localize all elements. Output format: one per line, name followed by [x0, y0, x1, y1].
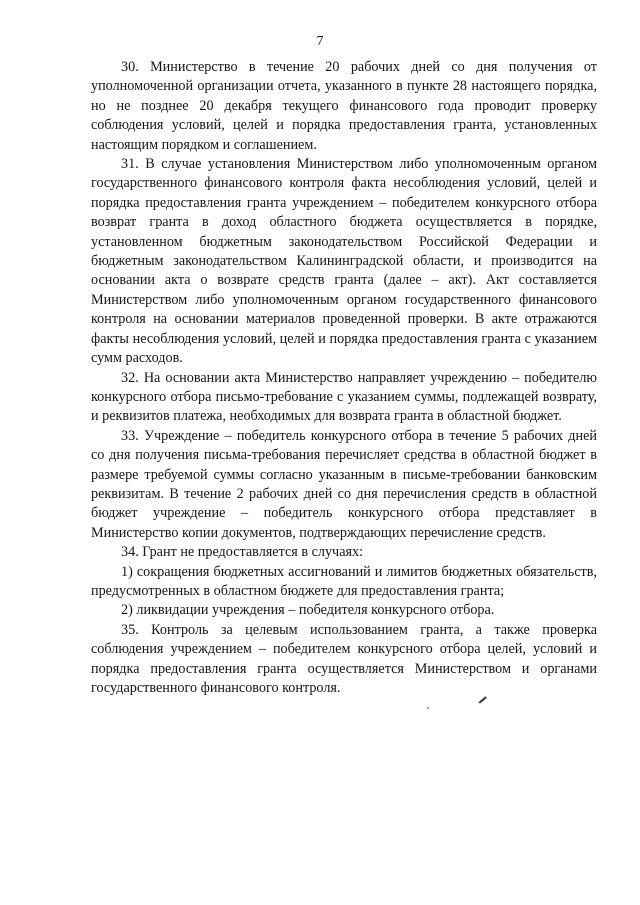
paragraph-34-item-1: 1) сокращения бюджетных ассигнований и лимитов бюджетных обязательств, предусмотренных в областном бюджете для предоставления гранта; [91, 563, 597, 599]
paragraph-31: 31. В случае установления Министерством либо уполномоченным органом государственного финансового контроля факта несоблюдения условий, целей и порядка предоставления гранта учреждением – победителем конкурсного отбора возврат гранта в доход областного бюджета осуществляется в порядке, установленном бюджетным законодательством Российской Федерации и бюджетным законодательством Калининградской области, и производится на основании акта о возврате средств гранта (далее – акт). Акт составляется Министерством либо уполномоченным органом государственного финансового контроля на основании материалов проведенной проверки. В акте отражаются факты несоблюдения условий, целей и порядка предоставления гранта с указанием сумм расходов. [91, 156, 597, 367]
scan-speck [427, 707, 429, 709]
paragraph-34: 34. Грант не предоставляется в случаях: [121, 544, 364, 561]
paragraph-34-item-2: 2) ликвидации учреждения – победителя конкурсного отбора. [121, 602, 495, 619]
paragraph-30: 30. Министерство в течение 20 рабочих дней со дня получения от уполномоченной организации отчета, указанного в пункте 28 настоящего порядка, но не позднее 20 декабря текущего финансового года проводит проверку соблюдения условий, целей и порядка предоставления гранта, установленных настоящим порядком и соглашением. [91, 59, 597, 153]
paragraph-33: 33. Учреждение – победитель конкурсного отбора в течение 5 рабочих дней со дня получения письма-требования перечисляет средства в областной бюджет в размере требуемой суммы согласно указанным в письме-требовании банковским реквизитам. В течение 2 рабочих дней со дня перечисления средств в областной бюджет учреждение – победитель конкурсного отбора представляет в Министерство копии документов, подтверждающих перечисление средств. [91, 427, 597, 541]
paragraph-35: 35. Контроль за целевым использованием гранта, а также проверка соблюдения учреждением – победителем конкурсного отбора целей, условий и порядка предоставления гранта осуществляется Министерством и органами государственного финансового контроля. [91, 621, 597, 696]
paragraph-32: 32. На основании акта Министерство направляет учреждению – победителю конкурсного отбора письмо-требование с указанием суммы, подлежащей возврату, и реквизитов платежа, необходимых для возврата гранта в областной бюджет. [91, 369, 597, 425]
document-body [91, 58, 597, 698]
page-number: 7 [316, 34, 324, 49]
